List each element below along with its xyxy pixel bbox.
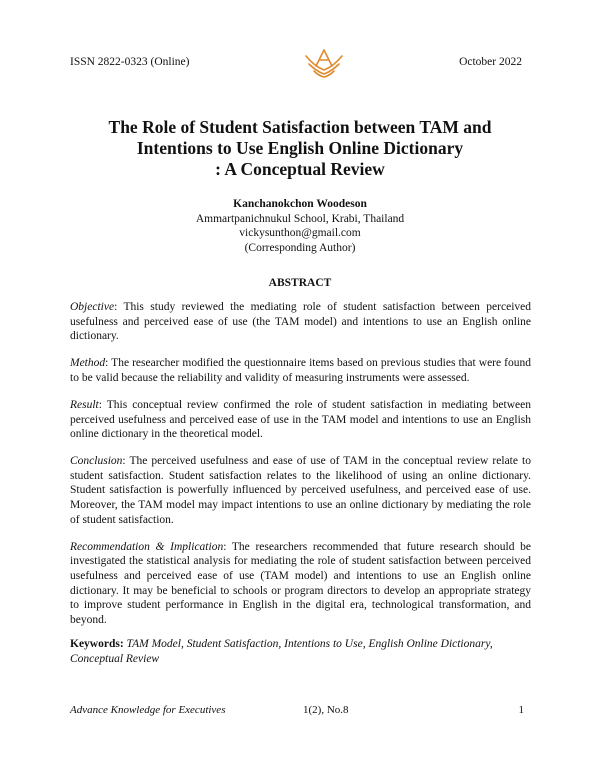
abstract-objective (70, 300, 531, 344)
abstract-heading: ABSTRACT (268, 277, 332, 289)
section-text: : The researcher modified the questionnaire items based on previous studies that were found to be valid because the reliability and validity of measuring instruments were assessed. (70, 357, 531, 384)
author-name: Kanchanokchon Woodeson (233, 198, 367, 210)
section-label: Result (70, 398, 99, 411)
abstract-recommendation (70, 540, 531, 628)
abstract-method (70, 356, 531, 385)
journal-logo-icon (302, 44, 346, 82)
author-affiliation: Ammartpanichnukul School, Krabi, Thailand (195, 212, 405, 225)
keywords-label: Keywords: (70, 638, 124, 650)
author-note: (Corresponding Author) (244, 241, 356, 254)
abstract-body (70, 300, 531, 640)
section-label: Objective (70, 301, 115, 313)
footer-volume: 1(2), No.8 (303, 704, 349, 716)
title-line: Intentions to Use English Online Dictionary (136, 138, 464, 158)
section-text: : This conceptual review confirmed the role of student satisfaction in mediating between perceived usefulness and perceived ease of use in the TAM model and intentions to use an English online dictionary in the theoretical model. (70, 398, 531, 441)
title-line: The Role of Student Satisfaction between TAM and (108, 117, 492, 137)
paper-title (60, 117, 540, 180)
header-issn: ISSN 2822-0323 (Online) (70, 56, 190, 68)
keywords (70, 637, 531, 666)
author-block (60, 197, 540, 255)
section-label: Method (70, 357, 106, 370)
section-text: : The researchers recommended that future research should be investigated the statistical analysis for mediating the role of student satisfaction between perceived usefulness and perceived ease of use (TAM model) and intentions to use an English online dictionary. It may be beneficial to schools or program directors to develop an appropriate strategy to improve student performance in English in the digital era, technological transformation, and beyond. (70, 540, 531, 626)
section-text: : This study reviewed the mediating role of student satisfaction between perceived usefulness and perceived ease of use (the TAM model) and intentions to use an English online dictionary. (70, 301, 531, 343)
header-date: October 2022 (459, 56, 522, 68)
abstract-conclusion (70, 454, 531, 527)
abstract-result (70, 398, 531, 442)
footer-page-number: 1 (518, 704, 524, 716)
author-email: vickysunthon@gmail.com (239, 227, 361, 239)
keywords-value: TAM Model, Student Satisfaction, Intentions to Use, English Online Dictionary, Conceptual Review (70, 638, 493, 665)
title-line: : A Conceptual Review (215, 159, 385, 179)
section-label: Conclusion (70, 455, 123, 468)
section-text: : The perceived usefulness and ease of use of TAM in the conceptual review relate to student satisfaction. Student satisfaction relates to the likelihood of using an online dictionary. Student satisfaction is powerfully influenced by perceived usefulness, and perceived ease of use. Moreover, the TAM model may impact intentions to use an online dictionary by mediating the role of student satisfaction. (70, 455, 531, 526)
section-label: Recommendation & Implication (70, 540, 224, 553)
footer-journal: Advance Knowledge for Executives (70, 704, 226, 716)
